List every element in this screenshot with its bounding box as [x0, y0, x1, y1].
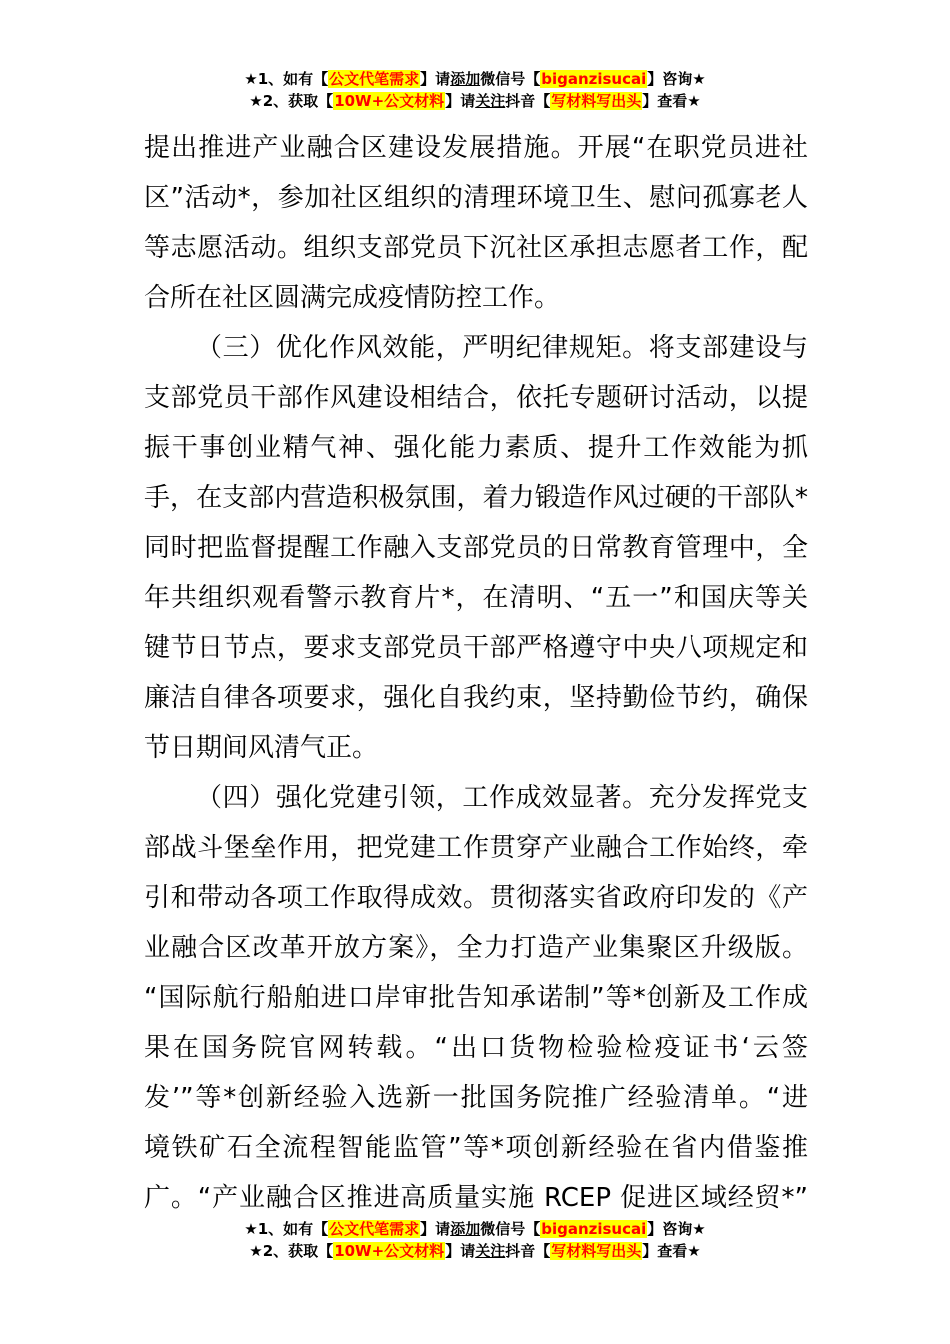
banner-line-2-mid2: 抖音【 [505, 92, 551, 110]
banner-line-2-mid: 】请 [445, 1242, 476, 1260]
wechat-id-highlight: biganzisucai [541, 1220, 647, 1238]
banner-line-1-underlined: 添加 [450, 1220, 481, 1238]
section-heading-line: （三）优化作风效能，严明纪律规矩。将支部建设与 [196, 333, 808, 363]
body-line: 等志愿活动。组织支部党员下沉社区承担志愿者工作，配 [144, 233, 808, 263]
banner-line-2-underlined: 关注 [475, 92, 506, 110]
banner-line-2-prefix: ★2、获取【 [249, 1242, 334, 1260]
body-line: 果在国务院官网转载。“出口货物检验检疫证书‘云签 [144, 1033, 808, 1063]
banner-line-2-underlined: 关注 [475, 1242, 506, 1260]
body-line: 合所在社区圆满完成疫情防控工作。 [144, 283, 561, 313]
body-line: 提出推进产业融合区建设发展措施。开展“在职党员进社 [144, 133, 808, 163]
materials-highlight: 10W+公文材料 [334, 92, 445, 110]
banner-line-2-mid: 】请 [445, 92, 476, 110]
materials-highlight: 10W+公文材料 [334, 1242, 445, 1260]
banner-line-1-mid2: 微信号【 [480, 70, 541, 88]
banner-line-2-suffix: 】查看★ [642, 92, 701, 110]
header-banner [0, 68, 950, 112]
banner-line-2-suffix: 】查看★ [642, 1242, 701, 1260]
banner-line-2 [0, 1240, 950, 1262]
service-highlight: 公文代笔需求 [329, 1220, 420, 1238]
body-line: 引和带动各项工作取得成效。贯彻落实省政府印发的《产 [144, 883, 808, 913]
banner-line-1-prefix: ★1、如有【 [244, 1220, 329, 1238]
banner-line-1 [0, 68, 950, 90]
body-line: 部战斗堡垒作用，把党建工作贯穿产业融合工作始终，牵 [144, 833, 808, 863]
body-line: 年共组织观看警示教育片*，在清明、“五一”和国庆等关 [144, 583, 808, 613]
body-line: 支部党员干部作风建设相结合，依托专题研讨活动，以提 [144, 383, 808, 413]
body-line: 广。“产业融合区推进高质量实施 RCEP 促进区域经贸*” [144, 1183, 808, 1213]
service-highlight: 公文代笔需求 [329, 70, 420, 88]
body-line: 发’”等*创新经验入选新一批国务院推广经验清单。“进 [144, 1083, 808, 1113]
banner-line-1-suffix: 】咨询★ [647, 70, 706, 88]
douyin-account-highlight: 写材料写出头 [551, 92, 642, 110]
banner-line-1-mid: 】请 [420, 70, 451, 88]
banner-line-2-mid2: 抖音【 [505, 1242, 551, 1260]
banner-line-1-suffix: 】咨询★ [647, 1220, 706, 1238]
banner-line-2 [0, 90, 950, 112]
footer-banner [0, 1218, 950, 1262]
banner-line-1-prefix: ★1、如有【 [244, 70, 329, 88]
body-line: 节日期间风清气正。 [144, 733, 379, 763]
body-line: 境铁矿石全流程智能监管”等*项创新经验在省内借鉴推 [144, 1133, 808, 1163]
douyin-account-highlight: 写材料写出头 [551, 1242, 642, 1260]
body-line: “国际航行船舶进口岸审批告知承诺制”等*创新及工作成 [144, 983, 808, 1013]
wechat-id-highlight: biganzisucai [541, 70, 647, 88]
section-heading-line: （四）强化党建引领，工作成效显著。充分发挥党支 [196, 783, 808, 813]
document-body [144, 123, 808, 1223]
banner-line-2-prefix: ★2、获取【 [249, 92, 334, 110]
banner-line-1-underlined: 添加 [450, 70, 481, 88]
banner-line-1 [0, 1218, 950, 1240]
body-line: 廉洁自律各项要求，强化自我约束，坚持勤俭节约，确保 [144, 683, 808, 713]
body-line: 振干事创业精气神、强化能力素质、提升工作效能为抓 [144, 433, 808, 463]
body-line: 手，在支部内营造积极氛围，着力锻造作风过硬的干部队* [144, 483, 808, 513]
banner-line-1-mid2: 微信号【 [480, 1220, 541, 1238]
body-line: 业融合区改革开放方案》，全力打造产业集聚区升级版。 [144, 933, 808, 963]
body-line: 键节日节点，要求支部党员干部严格遵守中央八项规定和 [144, 633, 808, 663]
banner-line-1-mid: 】请 [420, 1220, 451, 1238]
body-line: 同时把监督提醒工作融入支部党员的日常教育管理中，全 [144, 533, 808, 563]
body-line: 区”活动*，参加社区组织的清理环境卫生、慰问孤寡老人 [144, 183, 808, 213]
